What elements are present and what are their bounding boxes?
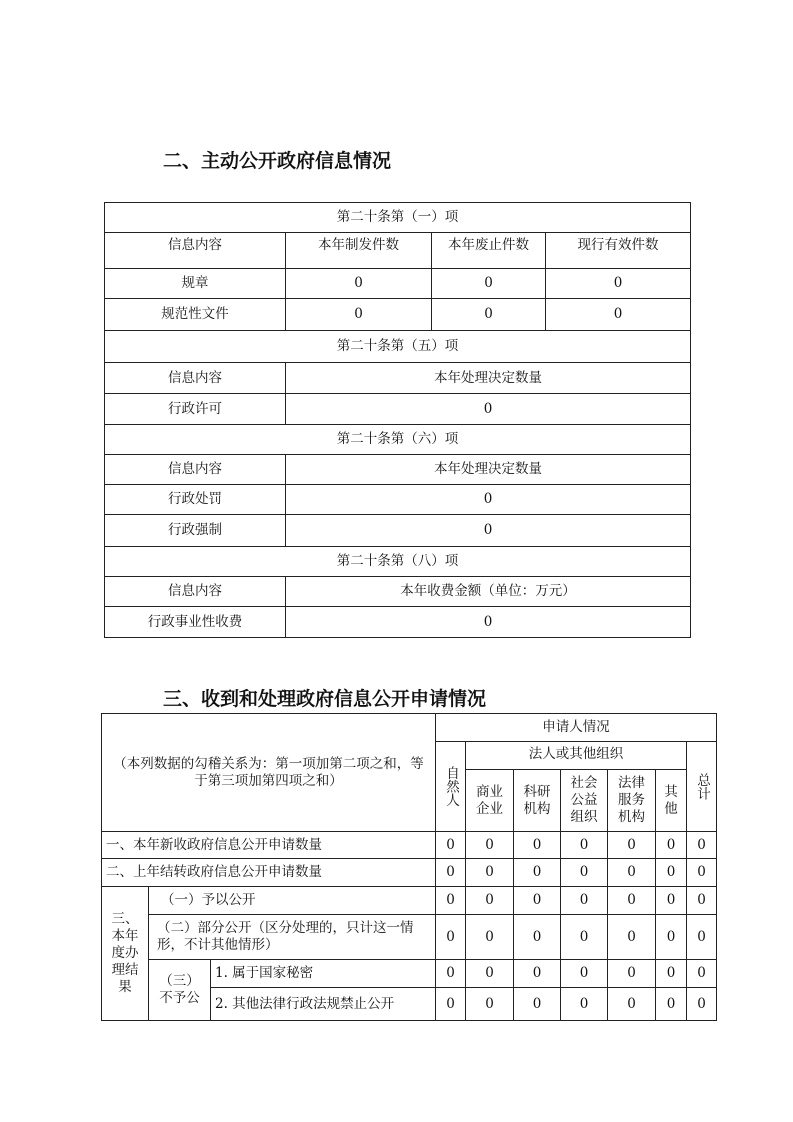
cell: 0 — [514, 960, 561, 988]
cell: 0 — [656, 832, 687, 859]
col-header: 本年处理决定数量 — [286, 363, 691, 394]
row-label: 规章 — [105, 269, 286, 299]
cell: 0 — [656, 859, 687, 887]
cell: 0 — [436, 988, 466, 1021]
col-header: 其他 — [656, 770, 687, 832]
cell: 0 — [687, 859, 717, 887]
col-header: 法律服务机构 — [608, 770, 656, 832]
col-header: 现行有效件数 — [546, 233, 691, 269]
row-label: 行政处罚 — [105, 485, 286, 515]
cell: 0 — [466, 915, 514, 960]
cell: 0 — [286, 299, 432, 331]
cell: 0 — [656, 960, 687, 988]
cell: 0 — [561, 859, 608, 887]
row-label: 行政事业性收费 — [105, 607, 286, 638]
row-label: 一、本年新收政府信息公开申请数量 — [102, 832, 436, 859]
cell: 0 — [546, 269, 691, 299]
row-label: （二）部分公开（区分处理的，只计这一情形，不计其他情形） — [149, 915, 436, 960]
cell: 0 — [466, 960, 514, 988]
applicant-header: 申请人情况 — [436, 714, 717, 742]
table-row — [105, 269, 691, 299]
cell: 0 — [608, 859, 656, 887]
col-header: 信息内容 — [105, 363, 286, 394]
cell: 0 — [608, 960, 656, 988]
cell: 0 — [514, 887, 561, 915]
table-row — [105, 607, 691, 638]
cell: 0 — [687, 832, 717, 859]
table-row — [105, 485, 691, 515]
proactive-disclosure-table — [104, 202, 691, 638]
cell: 0 — [656, 887, 687, 915]
col-header: 社会公益组织 — [561, 770, 608, 832]
cell: 0 — [466, 832, 514, 859]
table-row — [102, 832, 717, 859]
art6-heading: 第二十条第（六）项 — [105, 425, 691, 455]
table-row — [105, 299, 691, 331]
row-label: （一）予以公开 — [149, 887, 436, 915]
row-label: 2. 其他法律行政法规禁止公开 — [211, 988, 436, 1021]
cell: 0 — [286, 607, 691, 638]
natural-person-header: 自然人 — [436, 742, 466, 832]
cell: 0 — [432, 269, 546, 299]
cell: 0 — [436, 887, 466, 915]
cell: 0 — [656, 988, 687, 1021]
table-row — [105, 515, 691, 547]
col-header: 信息内容 — [105, 577, 286, 607]
total-header: 总计 — [687, 742, 717, 832]
cell: 0 — [436, 960, 466, 988]
table-row — [102, 887, 717, 915]
subgroup-label: （三）不予公 — [149, 960, 211, 1021]
cell: 0 — [432, 299, 546, 331]
col-header: 本年废止件数 — [432, 233, 546, 269]
cell: 0 — [561, 832, 608, 859]
cell: 0 — [608, 832, 656, 859]
cell: 0 — [514, 915, 561, 960]
col-header: 本年处理决定数量 — [286, 455, 691, 485]
cell: 0 — [608, 988, 656, 1021]
row-label: 规范性文件 — [105, 299, 286, 331]
section-2-title: 二、主动公开政府信息情况 — [163, 150, 392, 172]
cell: 0 — [466, 887, 514, 915]
table-row — [105, 394, 691, 425]
cell: 0 — [561, 887, 608, 915]
group-label: 三、本年度办理结果 — [102, 887, 149, 1021]
row-label: 行政许可 — [105, 394, 286, 425]
art5-heading: 第二十条第（五）项 — [105, 331, 691, 363]
col-header: 信息内容 — [105, 455, 286, 485]
cell: 0 — [546, 299, 691, 331]
cell: 0 — [286, 269, 432, 299]
col-header: 商业企业 — [466, 770, 514, 832]
cell: 0 — [436, 832, 466, 859]
art8-heading: 第二十条第（八）项 — [105, 547, 691, 577]
application-table — [101, 713, 717, 1021]
legal-org-header: 法人或其他组织 — [466, 742, 687, 770]
cell: 0 — [687, 988, 717, 1021]
cell: 0 — [466, 988, 514, 1021]
cell: 0 — [514, 859, 561, 887]
table-row — [102, 915, 717, 960]
col-header: 本年收费金额（单位：万元） — [286, 577, 691, 607]
cell: 0 — [436, 915, 466, 960]
table-row — [102, 960, 717, 988]
cell: 0 — [514, 988, 561, 1021]
art1-heading: 第二十条第（一）项 — [105, 203, 691, 233]
col-header: 本年制发件数 — [286, 233, 432, 269]
row-label: 二、上年结转政府信息公开申请数量 — [102, 859, 436, 887]
cell: 0 — [561, 915, 608, 960]
cell: 0 — [687, 960, 717, 988]
cell: 0 — [608, 887, 656, 915]
cell: 0 — [561, 988, 608, 1021]
cell: 0 — [466, 859, 514, 887]
col-header: 科研机构 — [514, 770, 561, 832]
cell: 0 — [514, 832, 561, 859]
cell: 0 — [687, 887, 717, 915]
cell: 0 — [286, 394, 691, 425]
checksum-note: （本列数据的勾稽关系为：第一项加第二项之和，等于第三项加第四项之和） — [102, 714, 436, 832]
cell: 0 — [286, 485, 691, 515]
row-label: 1. 属于国家秘密 — [211, 960, 436, 988]
cell: 0 — [656, 915, 687, 960]
cell: 0 — [561, 960, 608, 988]
cell: 0 — [608, 915, 656, 960]
row-label: 行政强制 — [105, 515, 286, 547]
cell: 0 — [687, 915, 717, 960]
col-header: 信息内容 — [105, 233, 286, 269]
cell: 0 — [436, 859, 466, 887]
cell: 0 — [286, 515, 691, 547]
section-3-title: 三、收到和处理政府信息公开申请情况 — [163, 688, 487, 710]
table-row — [102, 859, 717, 887]
